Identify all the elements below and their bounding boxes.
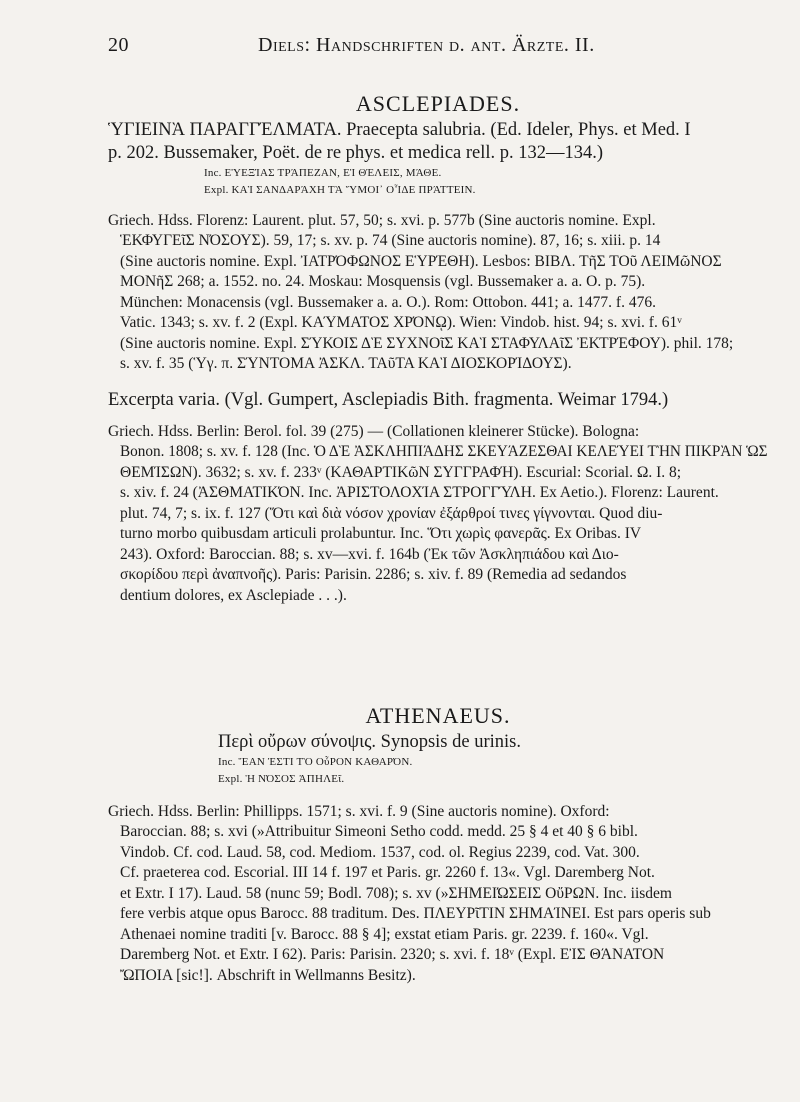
asclepiades-section: [108, 91, 768, 606]
mss-line: Griech. Hdss. Berlin: Berol. fol. 39 (275) — (Collationen kleinerer Stücke). Bologna:: [108, 422, 640, 440]
mss-line: s. xiv. f. 24 (ἈΣΘΜΑΤΙΚΌΝ. Inc. ἈΡΙΣΤΟΛΟΧΊΑ ΣΤΡΟΓΓΎΛΗ. Ex Aetio.). Florenz: Laurent.: [120, 484, 719, 501]
mss-line: Daremberg Not. et Extr. I 62). Paris: Parisin. 2320; s. xvi. f. 18ᵛ (Expl. ΕἸΣ ΘΆΝΑΤΟΝ: [120, 946, 665, 963]
mss-line: Griech. Hdss. Florenz: Laurent. plut. 57, 50; s. xvi. p. 577b (Sine auctoris nomine. Expl.: [108, 211, 656, 229]
work-title-line-2: p. 202. Bussemaker, Poët. de re phys. et medica rell. p. 132—134.): [108, 142, 604, 163]
mss-line: Vindob. Cf. cod. Laud. 58, cod. Mediom. 1537, cod. ol. Regius 2239, cod. Vat. 300.: [120, 843, 640, 861]
athenaeus-section: [108, 703, 768, 986]
mss-line: Bonon. 1808; s. xv. f. 128 (Inc. Ὁ ΔῈ ἈΣΚΛΗΠΙΆΔΗΣ ΣΚΕΥΆΖΕΣΘΑΙ ΚΕΛΕΎΕΙ ΤῊΝ ΠΙΚΡᾺΝ ὩΣ: [120, 443, 768, 460]
explicit: Expl. ΚΑῚ ΣΑΝΔΑΡΆΧΗ ΤᾺ ὝΜΟΙ᾽ ΟἾΔΕ ΠΡΆΤΤΕΙΝ.: [204, 183, 476, 196]
mss-line: ΜΟΝῆΣ 268; a. 1552. no. 24. Moskau: Mosquensis (vgl. Bussemaker a. a. O. p. 75).: [120, 273, 646, 290]
mss-line: fere verbis atque opus Barocc. 88 traditum. Des. ΠΛΕΥΡῖΤΙΝ ΣΗΜΑΊΝΕΙ. Est pars operis sub: [120, 905, 711, 922]
mss-line: s. xv. f. 35 (Ὑγ. π. ΣΎΝΤΟΜΑ ἈΣΚΛ. ΤΑῦΤΑ ΚΑῚ ΔΙΟΣΚΟΡΊΔΟΥΣ).: [120, 355, 572, 372]
athenaeus-incipit: Inc. ἝΑΝ ἘΣΤΙ ΤῸ ΟὖΡΟΝ ΚΑΘΑΡΌΝ.: [218, 755, 413, 768]
mss-line: turno morbo quibusdam articuli prolabuntur. Inc. Ὅτι χωρὶς φανερᾶς. Ex Oribas. IV: [120, 525, 642, 542]
athenaeus-work-title: Περὶ οὔρων σύνοψις. Synopsis de urinis.: [218, 731, 521, 752]
mss-line: (Sine auctoris nomine. Expl. ΣΎΚΟΙΣ ΔῈ ΣΥΧΝΟῖΣ ΚΑῚ ΣΤΑΦΥΛΑῖΣ ἘΚΤΡΈΦΟΥ). phil. 178;: [120, 334, 734, 352]
mss-line: Athenaei nomine traditi [v. Barocc. 88 § 4]; exstat etiam Paris. gr. 2239. f. 160«. Vgl.: [120, 925, 649, 943]
mss-line: et Extr. I 17). Laud. 58 (nunc 59; Bodl. 708); s. xv (»ΣΗΜΕΙΏΣΕΙΣ ΟὔΡΩΝ. Inc. iisdem: [120, 884, 672, 902]
mss-line: (Sine auctoris nomine. Expl. ἸΑΤΡΌΦΩΝΟΣ ΕὙΡΈΘΗ). Lesbos: ΒΙΒΛ. ΤῆΣ ΤΟῦ ΛΕΙΜῶΝΟΣ: [120, 252, 722, 270]
athenaeus-explicit: Expl. Ἡ ΝΌΣΟΣ ἈΠΗΛΕῖ.: [218, 772, 345, 785]
mss-line: München: Monacensis (vgl. Bussemaker a. a. O.). Rom: Ottobon. 441; a. 1477. f. 476.: [120, 293, 656, 311]
mss-line: ὬΠΟΙΑ [sic!]. Abschrift in Wellmanns Besitz).: [120, 966, 416, 984]
asclepiades-heading: ASCLEPIADES.: [355, 91, 521, 116]
mss-line: Vatic. 1343; s. xv. f. 2 (Expl. ΚΑΎΜΑΤΟΣ ΧΡΌΝῼ). Wien: Vindob. hist. 94; s. xvi. f. 61ᵛ: [120, 314, 682, 331]
mss-line: σκορίδου περὶ ἀναπνοῆς). Paris: Parisin. 2286; s. xiv. f. 89 (Remedia ad sedandos: [120, 566, 627, 583]
mss-line: 243). Oxford: Baroccian. 88; s. xv—xvi. f. 164b (Ἐκ τῶν Ἀσκληπιάδου καὶ Διο-: [120, 545, 619, 563]
mss-line: ΘΕΜΊΣΩΝ). 3632; s. xv. f. 233ᵛ (ΚΑΘΑΡΤΙΚῶΝ ΣΥΓΓΡΑΦΉ). Escurial: Scorial. Ω. I. 8;: [120, 463, 682, 481]
mss-line: dentium dolores, ex Asclepiade . . .).: [120, 586, 347, 604]
mss-line: plut. 74, 7; s. ix. f. 127 (Ὅτι καὶ διὰ νόσον χρονίαν ἐξάρθροί τινες γίγνονται. Quod diu-: [120, 504, 663, 522]
excerpta-title: Excerpta varia. (Vgl. Gumpert, Asclepiadis Bith. fragmenta. Weimar 1794.): [108, 389, 669, 410]
mss-line: Baroccian. 88; s. xvi (»Attribuitur Simeoni Setho codd. medd. 25 § 4 et 40 § 6 bibl.: [120, 823, 638, 840]
mss-line: ἙΚΦΥΓΕῖΣ ΝΌΣΟΥΣ). 59, 17; s. xv. p. 74 (Sine auctoris nomine). 87, 16; s. xiii. p. 14: [120, 232, 661, 249]
mss-line: Cf. praeterea cod. Escorial. III 14 f. 197 et Paris. gr. 2260 f. 13«. Vgl. Daremberg Not.: [120, 864, 655, 881]
incipit: Inc. ΕὙΕΞΊΑΣ ΤΡΆΠΕΖΑΝ, ΕἸ ΘΈΛΕΙΣ, ΜΆΘΕ.: [204, 166, 442, 179]
running-title: Diels: Handschriften d. ant. Ärzte. II.: [258, 34, 595, 56]
work-title-line-1: ὙΓΙΕΙΝᾺ ΠΑΡΑΓΓΈΛΜΑΤΑ. Praecepta salubria. (Ed. Ideler, Phys. et Med. I: [108, 119, 691, 140]
athenaeus-heading: ATHENAEUS.: [365, 703, 511, 728]
mss-line: Griech. Hdss. Berlin: Phillipps. 1571; s. xvi. f. 9 (Sine auctoris nomine). Oxford:: [108, 802, 610, 820]
page-number: 20: [108, 34, 129, 56]
